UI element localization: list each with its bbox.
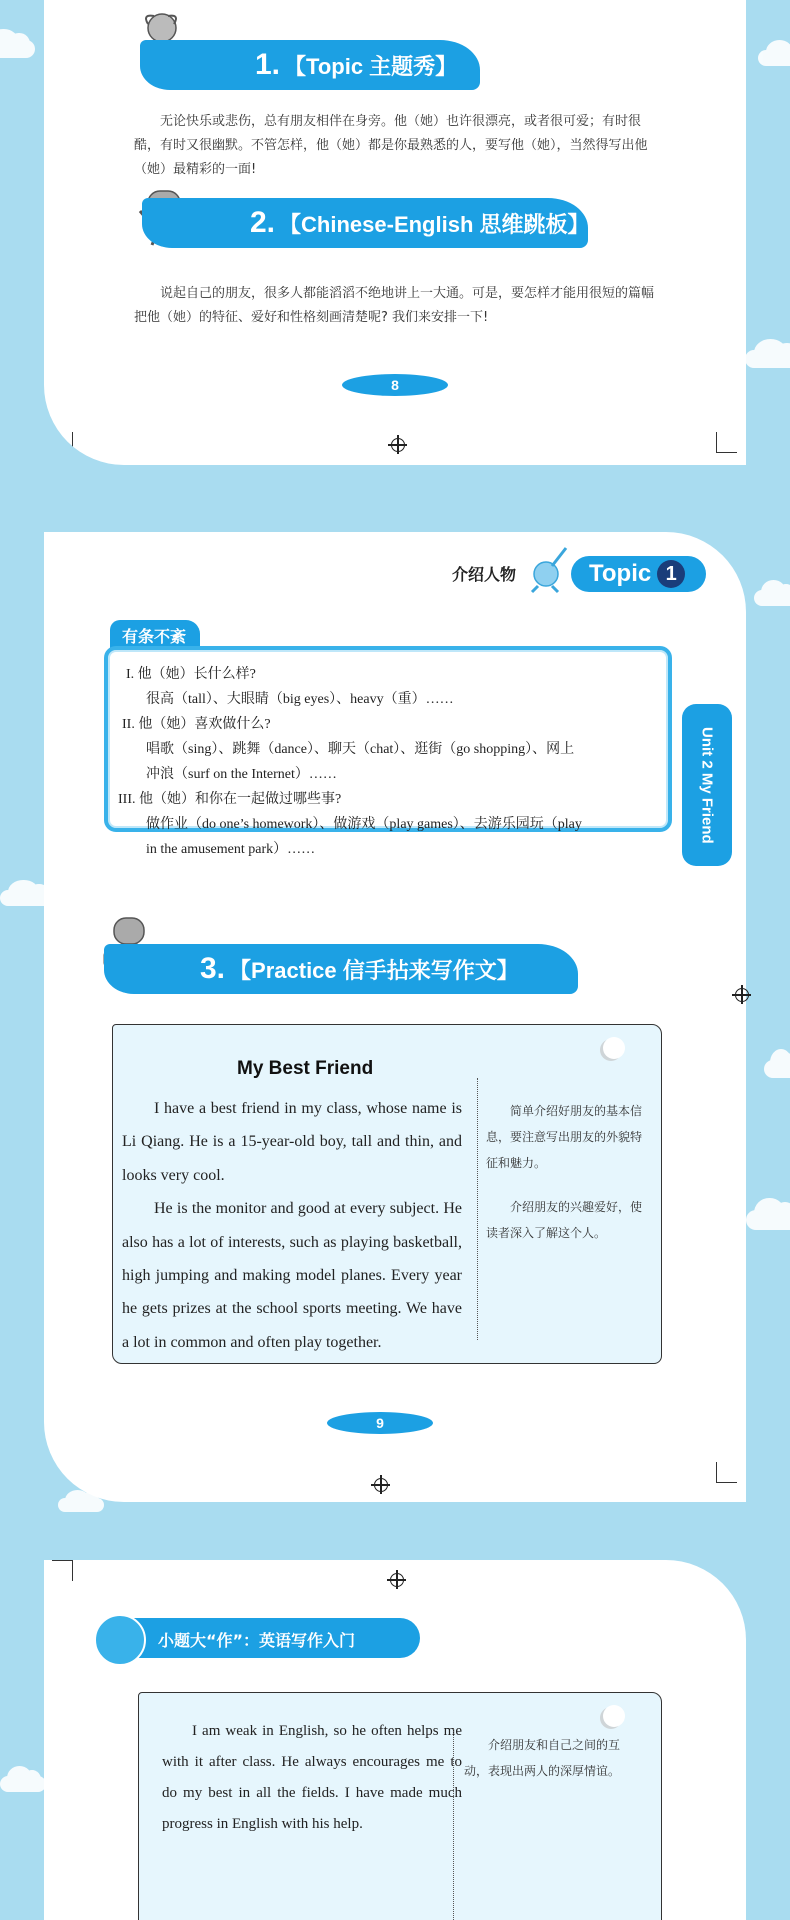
cloud-decoration bbox=[764, 1060, 790, 1078]
book-page-9 bbox=[44, 532, 746, 1502]
chinese-english-paragraph: 说起自己的朋友，很多人都能滔滔不绝地讲上一大通。可是，要怎样才能用很短的篇幅把他（她）的特征、爱好和性格刻画清楚呢? 我们来安排一下! bbox=[134, 286, 655, 325]
annotation-note: 介绍朋友和自己之间的互动，表现出两人的深厚情谊。 bbox=[464, 1738, 621, 1778]
registration-mark-icon bbox=[374, 1478, 388, 1492]
crop-mark bbox=[52, 1560, 73, 1581]
outline-box bbox=[104, 646, 672, 857]
outline-answer: 冲浪（surf on the Internet）…… bbox=[146, 767, 337, 782]
crop-mark bbox=[52, 432, 73, 453]
heading-number: 1. bbox=[255, 48, 281, 81]
essay-title: My Best Friend bbox=[237, 1058, 374, 1079]
heading-number: 2. bbox=[250, 206, 276, 239]
outline-tab-label: 有条不紊 bbox=[110, 620, 200, 651]
cloud-decoration bbox=[746, 1210, 790, 1230]
cloud-decoration bbox=[0, 1776, 46, 1792]
annotation-divider bbox=[453, 1728, 454, 1920]
essay-paragraph: I have a best friend in my class, whose name is Li Qiang. He is a 15-year-old boy, tall and thin, and looks very cool. bbox=[122, 1100, 462, 1184]
paper-curl-icon bbox=[603, 1705, 625, 1727]
registration-mark-icon bbox=[735, 988, 749, 1002]
page-number: 8 bbox=[342, 374, 448, 396]
topic-paragraph: 无论快乐或悲伤，总有朋友相伴在身旁。他（她）也许很漂亮，或者很可爱；有时很酷，有时又很幽默。不管怎样，他（她）都是你最熟悉的人，要写他（她），当然得写出他（她）最精彩的一面! bbox=[134, 114, 648, 177]
topic-number: 1 bbox=[657, 560, 685, 588]
annotation-divider bbox=[477, 1078, 478, 1340]
pill-circle-icon bbox=[94, 1614, 146, 1666]
section-title-pill bbox=[98, 1618, 420, 1658]
heading-number: 3. bbox=[200, 952, 226, 985]
page-number: 9 bbox=[327, 1412, 433, 1434]
topic-label: Topic bbox=[589, 560, 652, 587]
outline-question: II. 他（她）喜欢做什么? bbox=[122, 717, 271, 732]
outline-question: III. 他（她）和你在一起做过哪些事? bbox=[118, 792, 342, 807]
book-page-8 bbox=[44, 0, 746, 465]
unit-side-tab: Unit 2 My Friend bbox=[682, 704, 732, 866]
cloud-decoration bbox=[758, 50, 790, 66]
section-title: 小题大“作”：英语写作入门 bbox=[158, 1631, 356, 1650]
cloud-decoration bbox=[754, 590, 790, 606]
section-heading-chinese-english bbox=[142, 198, 588, 248]
essay-paragraph: He is the monitor and good at every subject. He also has a lot of interests, such as playing basketball, high jumping and making model planes. Every year he gets prizes at the school sports meeting. We have a lot in common and often play together. bbox=[122, 1200, 462, 1351]
essay-body bbox=[122, 1092, 462, 1359]
broom-mascot-icon bbox=[526, 546, 572, 594]
annotation-note: 简单介绍好朋友的基本信息，要注意写出朋友的外貌特征和魅力。 bbox=[486, 1104, 643, 1170]
crop-mark bbox=[716, 1462, 737, 1483]
header-title: 介绍人物 bbox=[452, 565, 517, 584]
section-heading-practice bbox=[104, 944, 578, 994]
heading-text: 【Practice 信手拈来写作文】 bbox=[229, 957, 519, 983]
cloud-decoration bbox=[58, 1498, 104, 1512]
outline-answer: in the amusement park）…… bbox=[146, 842, 316, 857]
outline-answer: 唱歌（sing）、跳舞（dance）、聊天（chat）、逛街（go shopping）、网上 bbox=[146, 742, 575, 757]
outline-answer: 很高（tall）、大眼睛（big eyes）、heavy（重）…… bbox=[146, 692, 454, 707]
outline-answer: 做作业（do one’s homework）、做游戏（play games）、去游乐园玩（play bbox=[146, 817, 582, 832]
annotation-note: 介绍朋友的兴趣爱好，使读者深入了解这个人。 bbox=[486, 1200, 643, 1240]
topic-badge bbox=[571, 556, 706, 592]
heading-text: 【Topic 主题秀】 bbox=[284, 53, 458, 79]
registration-mark-icon bbox=[391, 438, 405, 452]
book-page-10 bbox=[44, 1560, 746, 1920]
essay-paragraph: I am weak in English, so he often helps me with it after class. He always encourages me to do my best in all the fields. I have made much progress in English with his help. bbox=[162, 1723, 462, 1832]
section-heading-topic bbox=[140, 40, 480, 90]
cloud-decoration bbox=[745, 350, 790, 368]
crop-mark bbox=[716, 432, 737, 453]
outline-question: I. 他（她）长什么样? bbox=[126, 667, 256, 682]
heading-text: 【Chinese-English 思维跳板】 bbox=[279, 211, 590, 237]
essay-body bbox=[162, 1716, 462, 1840]
paper-curl-icon bbox=[603, 1037, 625, 1059]
cloud-decoration bbox=[0, 40, 35, 58]
registration-mark-icon bbox=[390, 1573, 404, 1587]
